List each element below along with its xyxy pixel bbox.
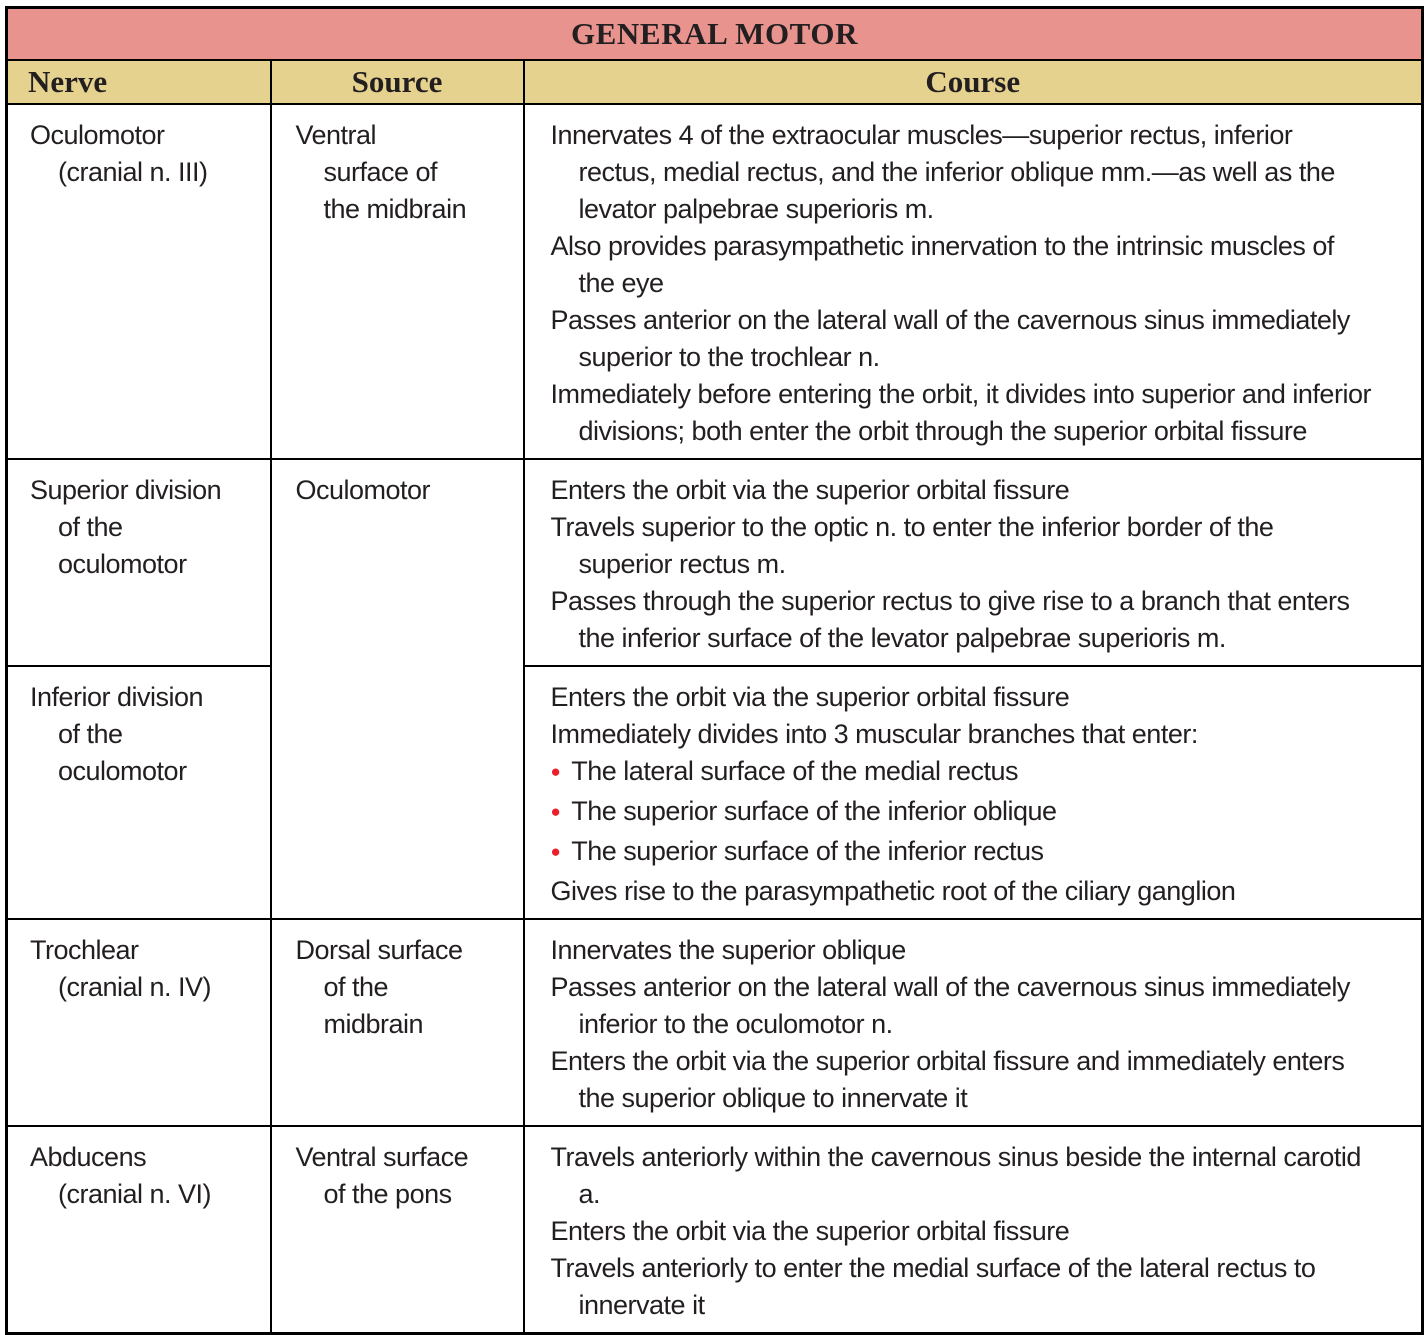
course-paragraph: Immediately before entering the orbit, it divides into superior and inferior divisions; both enter the orbit through the superior orbital fissure <box>550 378 1371 446</box>
course-paragraph: Enters the orbit via the superior orbital fissure and immediately enters the superior oblique to innervate it <box>550 1045 1345 1113</box>
table-title: GENERAL MOTOR <box>7 8 1423 60</box>
nerve-line: (cranial n. III) <box>58 156 208 187</box>
course-paragraph: Enters the orbit via the superior orbital fissure <box>550 681 1070 712</box>
course-cell <box>524 666 1423 919</box>
nerve-line: oculomotor <box>58 548 187 579</box>
course-cell <box>524 919 1423 1126</box>
general-motor-table <box>5 6 1424 1335</box>
bullet-icon: ● <box>550 761 561 781</box>
table-row <box>7 104 1423 459</box>
nerve-cell <box>7 1126 271 1334</box>
nerve-line: of the <box>58 718 123 749</box>
table-row <box>7 1126 1423 1334</box>
course-paragraph: Travels superior to the optic n. to enter the inferior border of the superior rectus m. <box>550 511 1274 579</box>
source-line: midbrain <box>323 1008 424 1039</box>
course-paragraph: Enters the orbit via the superior orbital fissure <box>550 1215 1070 1246</box>
course-paragraph: Innervates the superior oblique <box>550 934 906 965</box>
source-line: Ventral surface <box>295 1141 469 1172</box>
nerve-line: (cranial n. IV) <box>58 971 212 1002</box>
source-line: Ventral <box>295 119 377 150</box>
source-cell <box>271 1126 524 1334</box>
column-header-row <box>7 60 1423 104</box>
table-row <box>7 459 1423 666</box>
source-line: surface of <box>323 156 438 187</box>
nerve-line: Abducens <box>30 1141 147 1172</box>
nerve-line: Inferior division <box>30 681 204 712</box>
course-paragraph: Also provides parasympathetic innervation to the intrinsic muscles of the eye <box>550 230 1334 298</box>
source-line: the midbrain <box>323 193 467 224</box>
column-header-source: Source <box>271 60 524 104</box>
nerve-line: (cranial n. VI) <box>58 1178 212 1209</box>
bullet-icon: ● <box>550 841 561 861</box>
nerve-cell <box>7 666 271 919</box>
source-cell <box>271 919 524 1126</box>
column-header-nerve: Nerve <box>7 60 271 104</box>
course-paragraph: Gives rise to the parasympathetic root of the ciliary ganglion <box>550 875 1236 906</box>
course-paragraph: Travels anteriorly to enter the medial surface of the lateral rectus to innervate it <box>550 1252 1316 1320</box>
course-cell <box>524 104 1423 459</box>
bullet-icon: ● <box>550 801 561 821</box>
bullet-item: ● The lateral surface of the medial rectus <box>550 755 1019 786</box>
course-paragraph: Travels anteriorly within the cavernous sinus beside the internal carotid a. <box>550 1141 1361 1209</box>
title-row <box>7 8 1423 60</box>
course-paragraph: Passes anterior on the lateral wall of the cavernous sinus immediately superior to the trochlear n. <box>550 304 1350 372</box>
source-cell <box>271 104 524 459</box>
nerve-cell <box>7 919 271 1126</box>
source-line: of the <box>323 971 389 1002</box>
nerve-line: of the <box>58 511 123 542</box>
nerve-cell <box>7 459 271 666</box>
course-paragraph: Immediately divides into 3 muscular branches that enter: <box>550 718 1198 749</box>
table-body <box>7 104 1423 1334</box>
course-paragraph: Passes through the superior rectus to give rise to a branch that enters the inferior surface of the levator palpebrae superioris m. <box>550 585 1350 653</box>
course-paragraph: Innervates 4 of the extraocular muscles—superior rectus, inferior rectus, medial rectus, and the inferior oblique mm.—as well as the levator palpebrae superioris m. <box>550 119 1335 224</box>
source-cell <box>271 459 524 919</box>
nerve-line: Oculomotor <box>30 119 165 150</box>
course-paragraph: Enters the orbit via the superior orbital fissure <box>550 474 1070 505</box>
source-line: Dorsal surface <box>295 934 463 965</box>
nerve-line: Superior division <box>30 474 222 505</box>
source-line: Oculomotor <box>295 474 431 505</box>
table-row <box>7 666 1423 919</box>
nerve-line: oculomotor <box>58 755 187 786</box>
bullet-item: ● The superior surface of the inferior rectus <box>550 835 1044 866</box>
nerve-line: Trochlear <box>30 934 139 965</box>
bullet-item: ● The superior surface of the inferior oblique <box>550 795 1057 826</box>
nerve-cell <box>7 104 271 459</box>
column-header-course: Course <box>524 60 1423 104</box>
table-row <box>7 919 1423 1126</box>
source-line: of the pons <box>323 1178 452 1209</box>
course-paragraph: Passes anterior on the lateral wall of the cavernous sinus immediately inferior to the oculomotor n. <box>550 971 1350 1039</box>
course-cell <box>524 459 1423 666</box>
course-cell <box>524 1126 1423 1334</box>
